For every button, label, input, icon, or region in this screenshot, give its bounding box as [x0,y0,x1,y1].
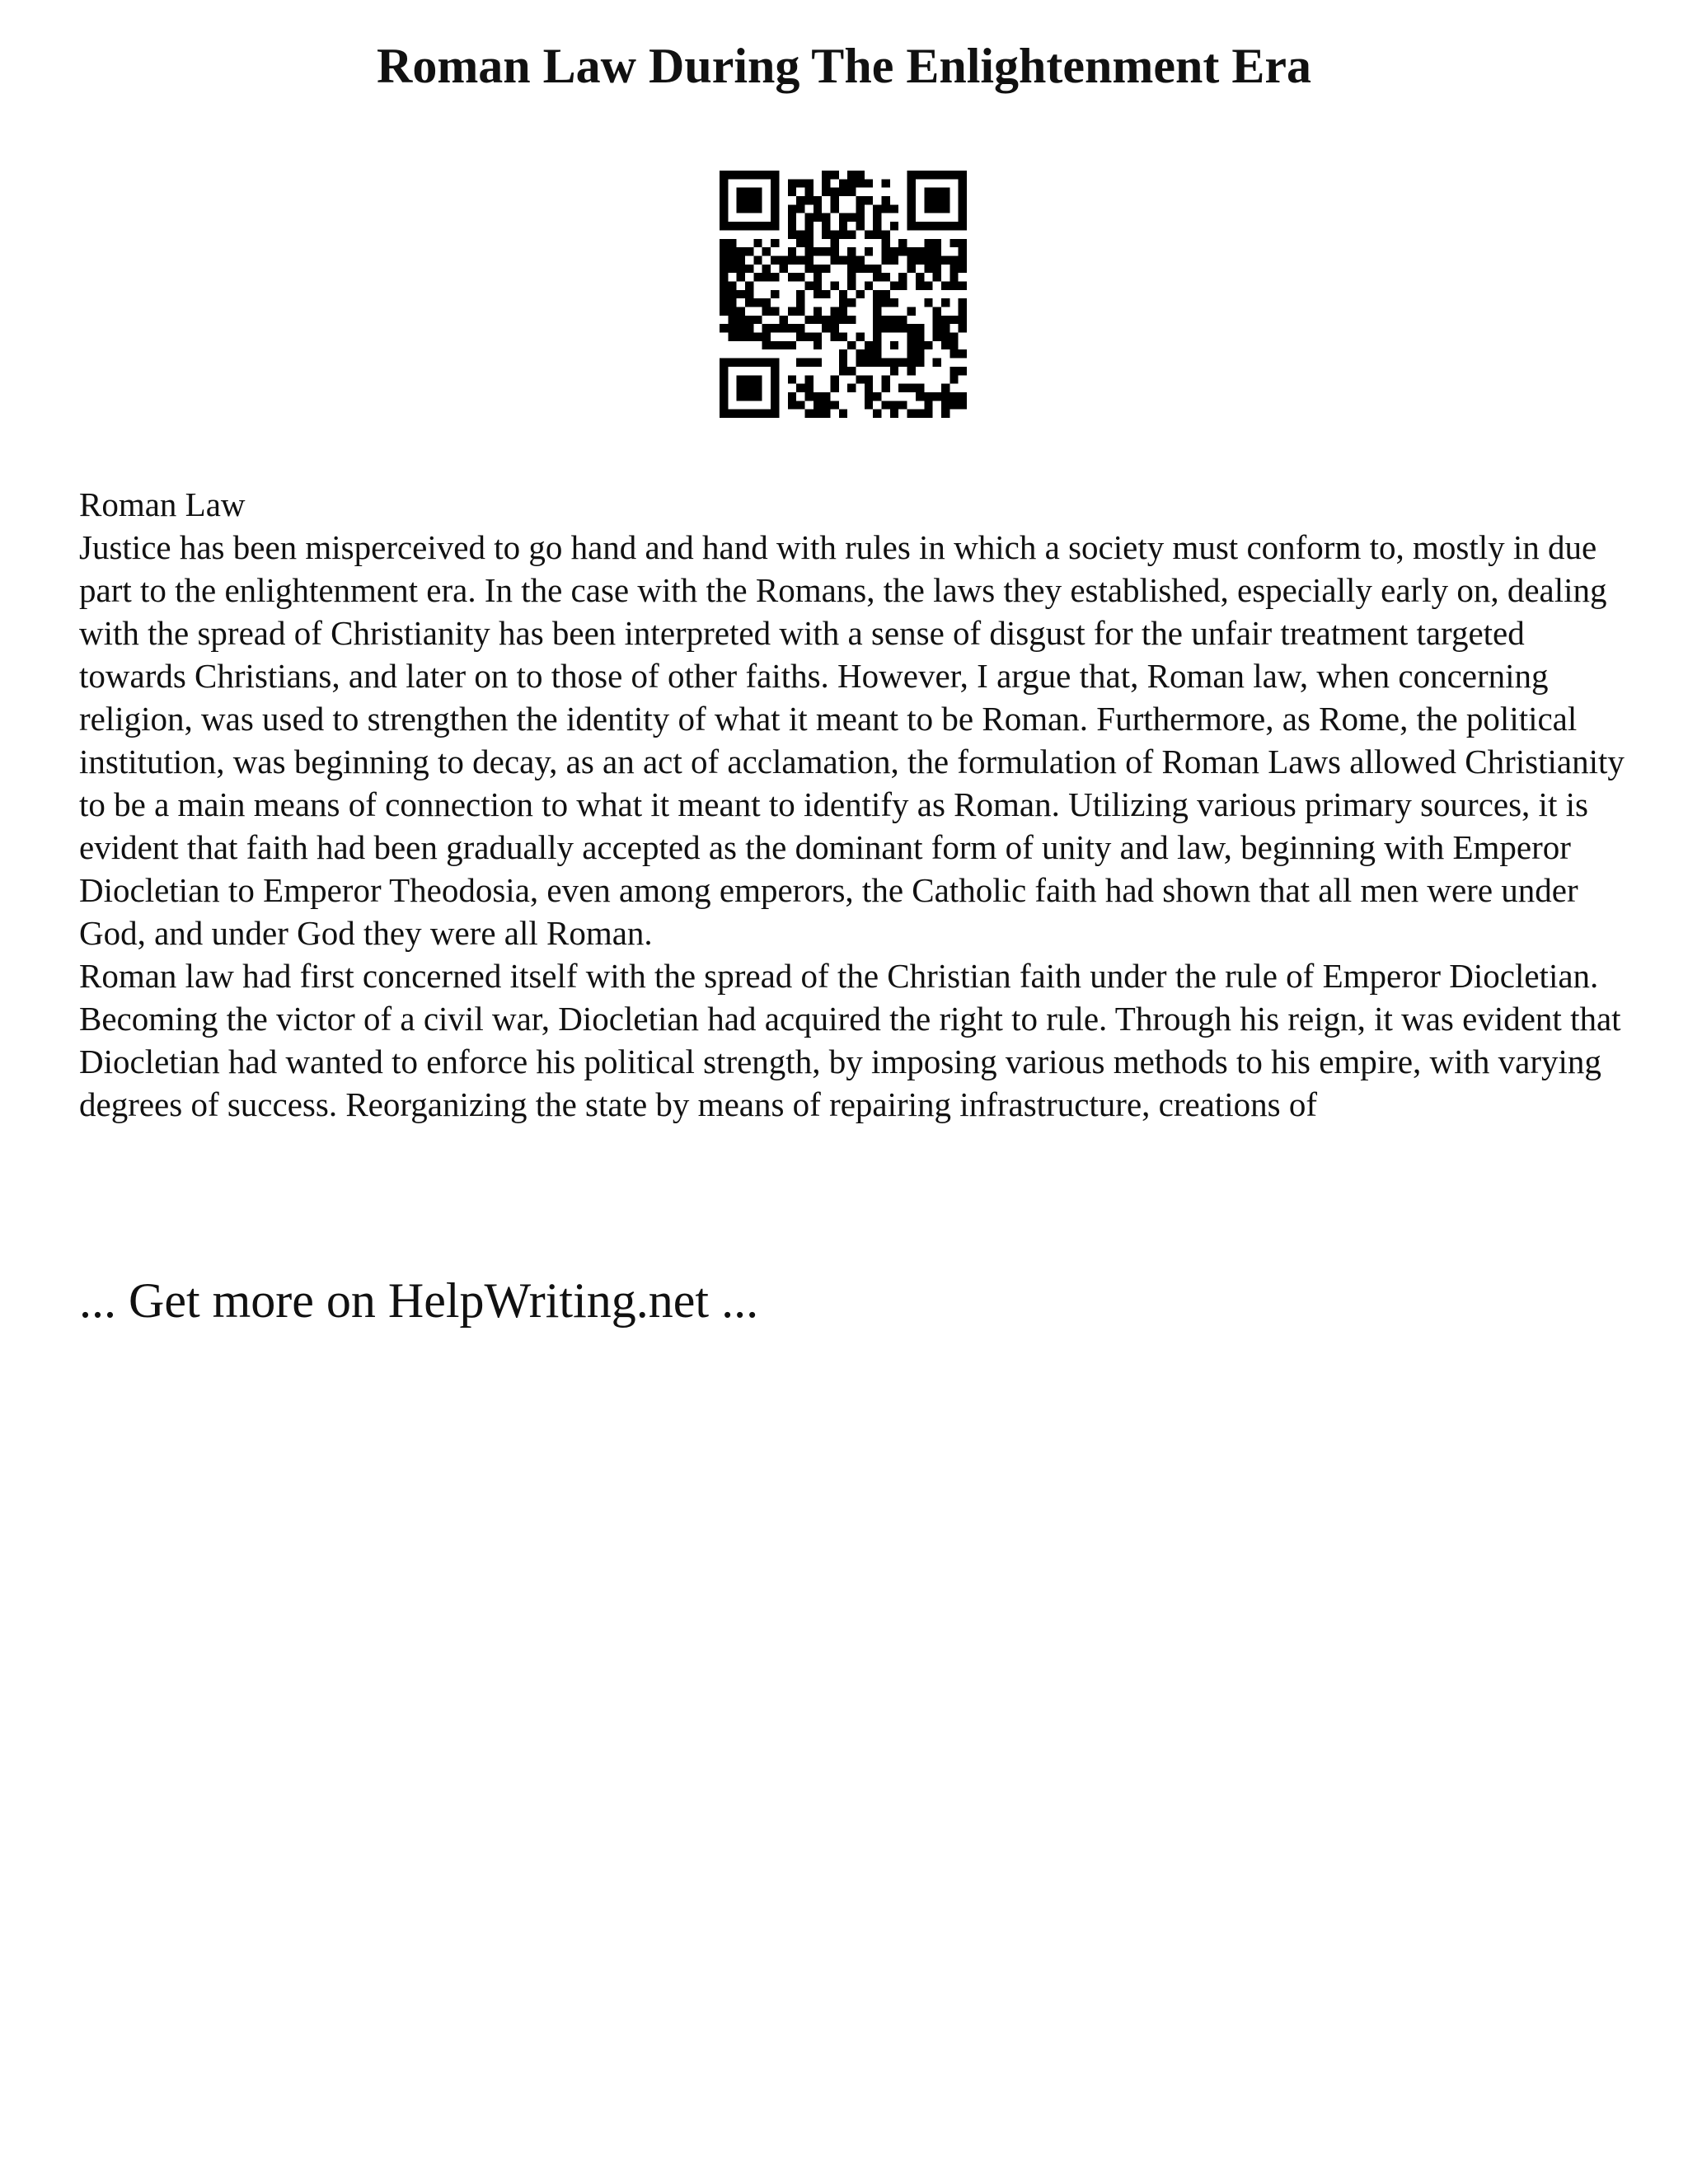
document-body [79,483,1629,1126]
qr-code-image [720,171,967,418]
paragraph-2: Roman law had first concerned itself with the spread of the Christian faith under the rule of Emperor Diocletian. Becoming the victor of a civil war, Diocletian had acquired the right to rule. Through his reign, it was evident that Diocletian had wanted to enforce his political strength, by imposing various methods to his empire, with varying degrees of success. Reorganizing the state by means of repairing infrastructure, creations of [79,957,1621,1123]
get-more-link[interactable]: ... Get more on HelpWriting.net ... [79,1273,759,1328]
qr-code-svg [720,171,967,418]
paragraph-1: Justice has been misperceived to go hand and hand with rules in which a society must conform to, mostly in due part to the enlightenment era. In the case with the Romans, the laws they established, especially early on, dealing with the spread of Christianity has been interpreted with a sense of disgust for the unfair treatment targeted towards Christians, and later on to those of other faiths. However, I argue that, Roman law, when concerning religion, was used to strengthen the identity of what it meant to be Roman. Furthermore, as Rome, the political institution, was beginning to decay, as an act of acclamation, the formulation of Roman Laws allowed Christianity to be a main means of connection to what it meant to identify as Roman. Utilizing various primary sources, it is evident that faith had been gradually accepted as the dominant form of unity and law, beginning with Emperor Diocletian to Emperor Theodosia, even among emperors, the Catholic faith had shown that all men were under God, and under God they were all Roman. [79,528,1625,952]
document-title: Roman Law During The Enlightenment Era [376,39,1312,93]
section-heading: Roman Law [79,485,246,523]
